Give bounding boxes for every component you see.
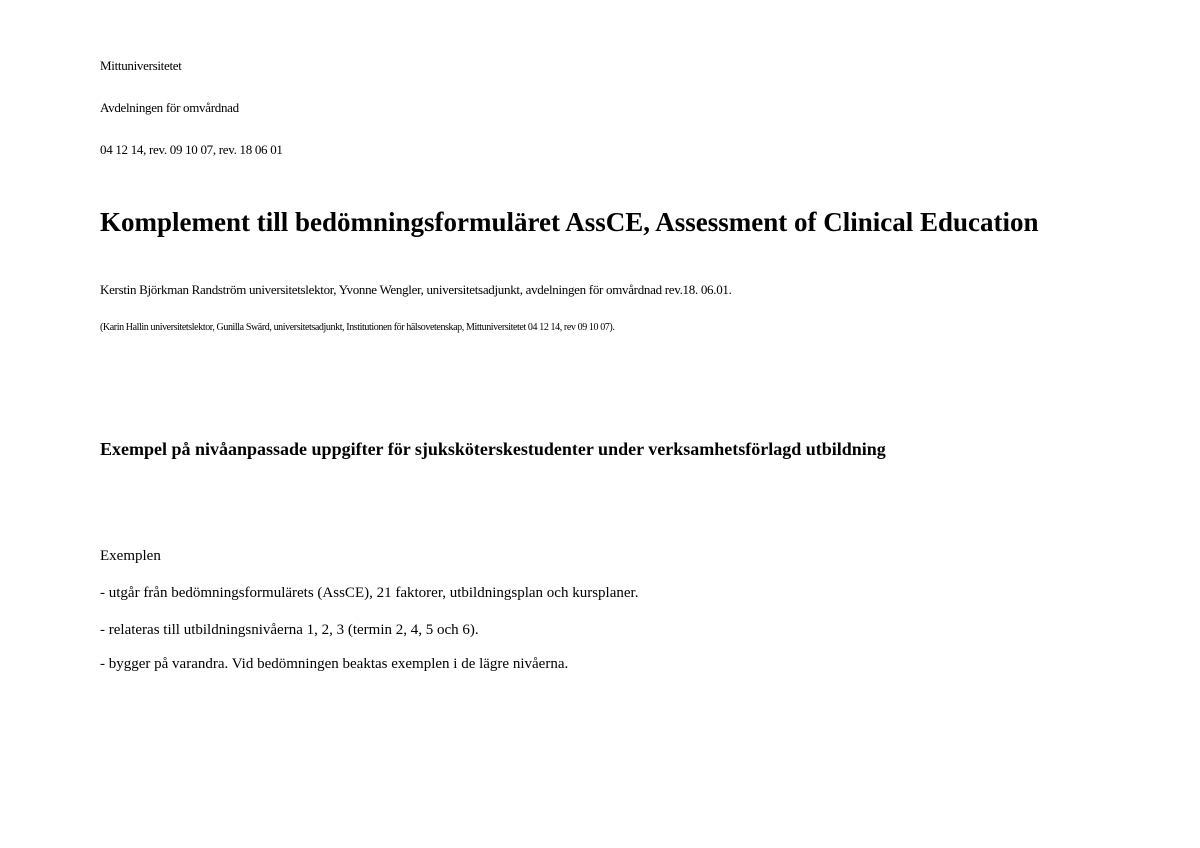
revision-dates: 04 12 14, rev. 09 10 07, rev. 18 06 01	[100, 142, 283, 157]
examples-heading: Exemplen	[100, 548, 161, 564]
previous-authors-line: (Karin Hallin universitetslektor, Gunilla Swärd, universitetsadjunkt, Institutionen för hälsovetenskap, Mittuniversitetet 04 12 14, rev 09 10 07).	[100, 322, 615, 333]
authors-line: Kerstin Björkman Randström universitetslektor, Yvonne Wengler, universitetsadjunkt, avdelningen för omvårdnad rev.18. 06.01.	[100, 282, 732, 297]
institution-name: Mittuniversitetet	[100, 58, 182, 73]
document-title: Komplement till bedömningsformuläret AssCE, Assessment of Clinical Education	[100, 207, 1039, 237]
department-name: Avdelningen för omvårdnad	[100, 100, 239, 115]
document-subtitle: Exempel på nivåanpassade uppgifter för sjuksköterskestudenter under verksamhetsförlagd utbildning	[100, 439, 886, 459]
examples-item-3: - bygger på varandra. Vid bedömningen beaktas exemplen i de lägre nivåerna.	[100, 656, 569, 672]
examples-item-1: - utgår från bedömningsformulärets (AssCE), 21 faktorer, utbildningsplan och kursplaner.	[100, 585, 639, 601]
examples-item-2: - relateras till utbildningsnivåerna 1, 2, 3 (termin 2, 4, 5 och 6).	[100, 622, 479, 638]
